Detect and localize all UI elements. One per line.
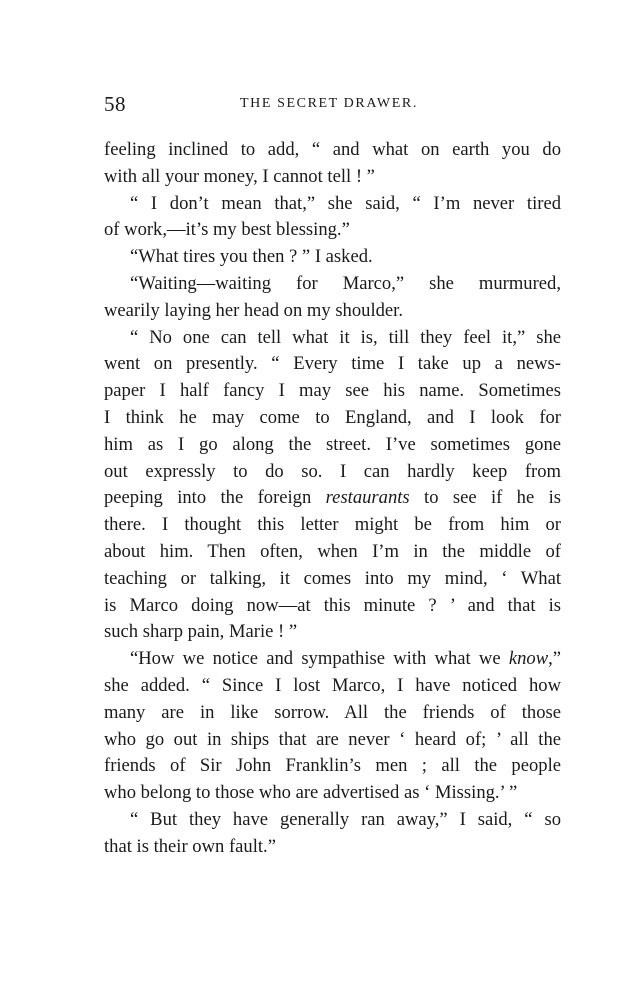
text-line (104, 405, 561, 432)
line-text: teaching or talking, it comes into my mind, ‘ What (104, 567, 561, 589)
line-text: him as I go along the street. I’ve sometimes gone (104, 433, 561, 455)
line-text: is Marco doing now—at this minute ? ’ and that is (104, 594, 561, 616)
running-head (104, 92, 558, 116)
text-line (104, 566, 561, 593)
text-line (104, 378, 561, 405)
text-line (104, 298, 561, 325)
line-text: wearily laying her head on my shoulder. (104, 299, 403, 321)
text-line (104, 834, 561, 861)
text-line (104, 619, 561, 646)
text-line (104, 164, 561, 191)
text-line (104, 137, 561, 164)
line-text: who go out in ships that are never ‘ heard of; ’ all the (104, 728, 561, 750)
line-text: “ But they have generally ran away,” I said, “ so (130, 808, 561, 830)
text-line (104, 700, 561, 727)
text-line (104, 191, 561, 218)
body-text (104, 137, 561, 861)
line-text: that is their own fault.” (104, 835, 276, 857)
line-text: to see if he is (409, 487, 561, 509)
text-line (104, 217, 561, 244)
text-line (104, 244, 561, 271)
line-text: friends of Sir John Franklin’s men ; all the people (104, 755, 561, 777)
italic-text: know (508, 648, 549, 670)
text-line (104, 673, 561, 700)
text-line (104, 780, 561, 807)
line-text: “What tires you then ? ” I asked. (130, 246, 373, 268)
text-line (104, 807, 561, 834)
line-text: who belong to those who are advertised as ‘ Missing.’ ” (104, 782, 518, 804)
running-title: THE SECRET DRAWER. (240, 96, 418, 111)
text-line (104, 351, 561, 378)
text-line (104, 512, 561, 539)
text-line (104, 432, 561, 459)
line-text: went on presently. “ Every time I take up a news- (104, 353, 561, 375)
line-text: she added. “ Since I lost Marco, I have noticed how (104, 674, 561, 696)
italic-text: restaurants (325, 487, 410, 509)
text-line (104, 753, 561, 780)
text-line (104, 593, 561, 620)
page-number: 58 (104, 92, 126, 116)
line-text: about him. Then often, when I’m in the middle of (104, 540, 561, 562)
line-text: peeping into the foreign (104, 487, 326, 509)
text-line (104, 485, 561, 512)
line-text: feeling inclined to add, “ and what on earth you do (104, 139, 561, 160)
text-line (104, 459, 561, 486)
text-line (104, 727, 561, 754)
line-text: ,” (548, 648, 561, 670)
text-line (104, 271, 561, 298)
line-text: paper I half fancy I may see his name. Sometimes (104, 380, 561, 402)
text-line (104, 325, 561, 352)
line-text: out expressly to do so. I can hardly keep from (104, 460, 561, 482)
line-text: of work,—it’s my best blessing.” (104, 219, 350, 241)
line-text: I think he may come to England, and I look for (104, 406, 561, 428)
line-text: “ I don’t mean that,” she said, “ I’m never tired (130, 192, 561, 214)
text-line (104, 646, 561, 673)
line-text: with all your money, I cannot tell ! ” (104, 165, 375, 187)
line-text: many are in like sorrow. All the friends of those (104, 701, 561, 723)
line-text: there. I thought this letter might be from him or (104, 514, 561, 536)
line-text: such sharp pain, Marie ! ” (104, 621, 298, 643)
line-text: “How we notice and sympathise with what we (130, 648, 509, 670)
line-text: “Waiting—waiting for Marco,” she murmured, (130, 272, 561, 294)
text-line (104, 539, 561, 566)
line-text: “ No one can tell what it is, till they feel it,” she (130, 326, 561, 348)
